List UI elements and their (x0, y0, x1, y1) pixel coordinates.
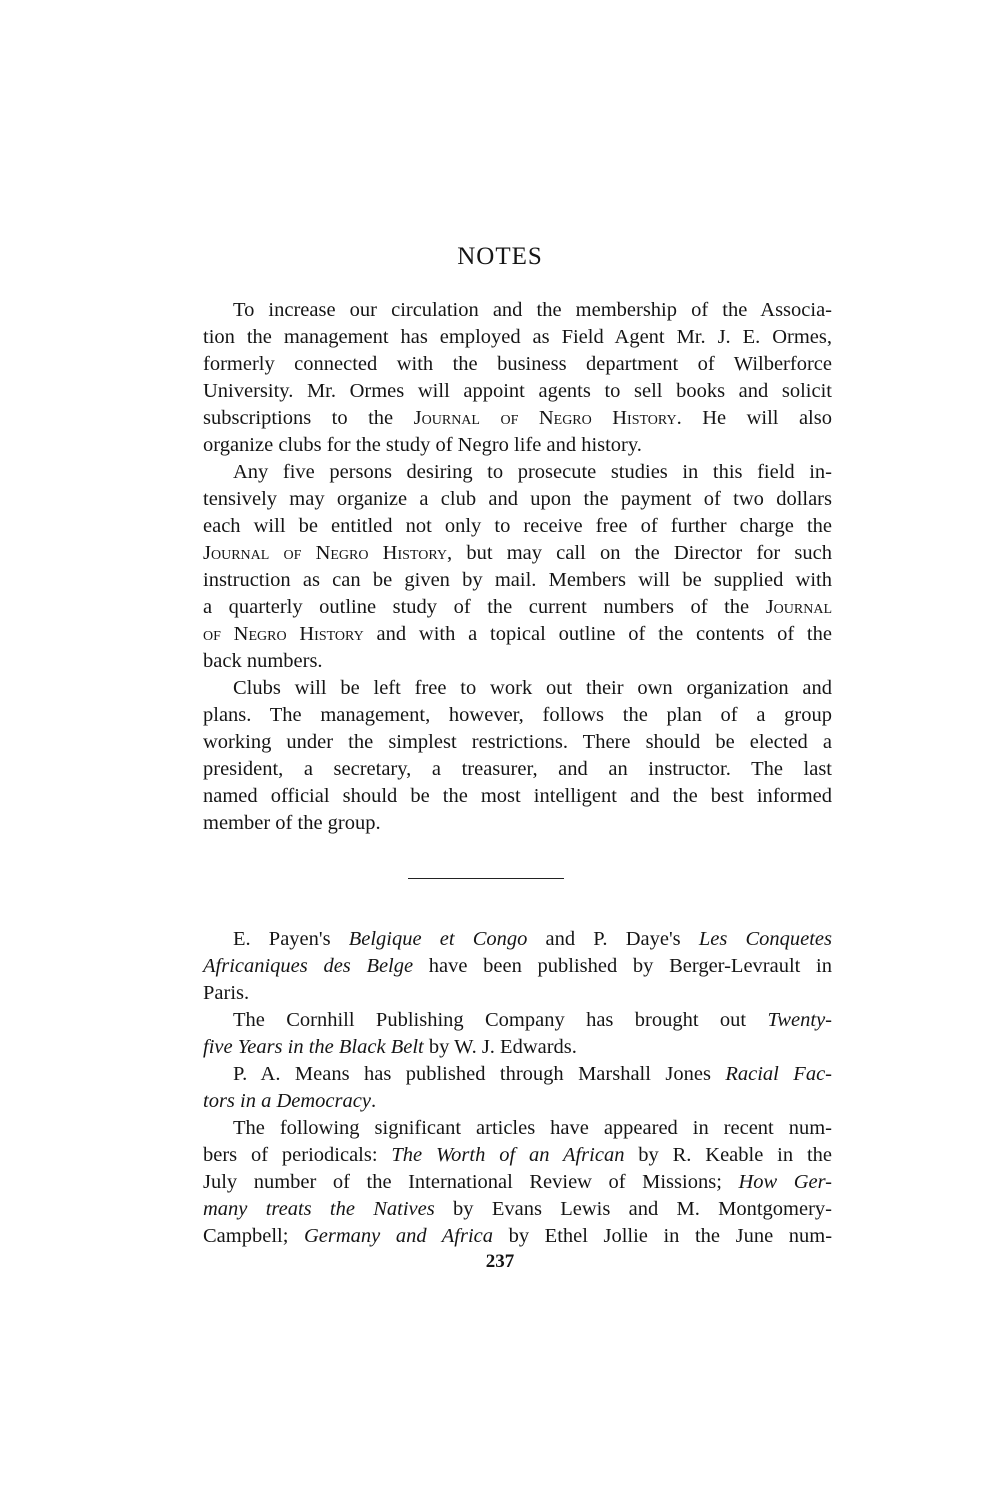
body-text: P. A. Means has published through Marshall Jones (233, 1063, 726, 1085)
text-line (203, 459, 832, 486)
text-line (203, 980, 832, 1007)
page-title: NOTES (457, 243, 543, 270)
text-line (203, 513, 832, 540)
notes-section-association (203, 297, 832, 837)
text-line (203, 297, 832, 324)
small-caps-text: of Negro History (203, 623, 364, 645)
italic-title-text: Belgique et Congo (348, 928, 528, 950)
body-text: formerly connected with the business department of Wilberforce (203, 353, 832, 375)
body-text: each will be entitled not only to receive free of further charge the (203, 515, 832, 537)
text-line (203, 953, 832, 980)
body-text: Any five persons desiring to prosecute studies in this field in- (233, 461, 832, 483)
text-line (203, 567, 832, 594)
italic-title-text: Twenty- (767, 1009, 832, 1031)
body-text: by Ethel Jollie in the June num- (493, 1225, 833, 1247)
text-line (203, 810, 832, 837)
italic-title-text: tors in a Democracy (203, 1090, 371, 1112)
text-line (203, 702, 832, 729)
text-line (203, 783, 832, 810)
body-text: Paris. (203, 982, 250, 1004)
text-line (203, 486, 832, 513)
body-text: July number of the International Review of Missions; (203, 1171, 739, 1193)
body-text: working under the simplest restrictions. There should be elected a (203, 731, 832, 753)
body-text: by W. J. Edwards. (423, 1036, 577, 1058)
body-text: tensively may organize a club and upon the payment of two dollars (203, 488, 832, 510)
section-divider-rule (408, 878, 564, 879)
text-line (203, 1007, 832, 1034)
body-text: plans. The management, however, follows the plan of a group (203, 704, 832, 726)
text-line (203, 324, 832, 351)
body-text: University. Mr. Ormes will appoint agents to sell books and solicit (203, 380, 832, 402)
small-caps-text: Journal of Negro History (413, 407, 677, 429)
text-line (203, 378, 832, 405)
body-text: . (370, 1090, 377, 1112)
text-line (203, 351, 832, 378)
paragraph (203, 1007, 832, 1061)
text-line (203, 540, 832, 567)
text-line (203, 1169, 832, 1196)
body-text: tion the management has employed as Field Agent Mr. J. E. Ormes, (203, 326, 832, 348)
text-line (203, 1115, 832, 1142)
body-text: , but may call on the Director for such (447, 542, 832, 564)
text-line (203, 1196, 832, 1223)
paragraph (203, 1115, 832, 1250)
text-line (203, 405, 832, 432)
text-line (203, 1223, 832, 1250)
text-line (203, 648, 832, 675)
page-number: 237 (485, 1251, 515, 1272)
body-text: member of the group. (203, 812, 381, 834)
text-line (203, 1142, 832, 1169)
paragraph (203, 1061, 832, 1115)
body-text: and with a topical outline of the contents of the (363, 623, 832, 645)
body-text: a quarterly outline study of the current numbers of the (203, 596, 766, 618)
body-text: To increase our circulation and the membership of the Associa- (233, 299, 832, 321)
body-text: by Evans Lewis and M. Montgomery- (434, 1198, 832, 1220)
body-text: bers of periodicals: (203, 1144, 392, 1166)
body-text: organize clubs for the study of Negro life and history. (203, 434, 642, 456)
text-line (203, 621, 832, 648)
body-text: Clubs will be left free to work out their own organization and (233, 677, 832, 699)
text-line (203, 432, 832, 459)
italic-title-text: many treats the Natives (203, 1198, 435, 1220)
italic-title-text: Africaniques des Belge (203, 955, 414, 977)
body-text: and P. Daye's (527, 928, 699, 950)
paragraph (203, 926, 832, 1007)
body-text: The Cornhill Publishing Company has brought out (233, 1009, 768, 1031)
italic-title-text: How Ger- (738, 1171, 833, 1193)
body-text: subscriptions to the (203, 407, 414, 429)
body-text: have been published by Berger-Levrault in (413, 955, 832, 977)
paragraph (203, 459, 832, 675)
body-text: instruction as can be given by mail. Members will be supplied with (203, 569, 832, 591)
body-text: president, a secretary, a treasurer, and an instructor. The last (203, 758, 832, 780)
body-text: Campbell; (203, 1225, 304, 1247)
body-text: The following significant articles have appeared in recent num- (233, 1117, 832, 1139)
text-line (203, 675, 832, 702)
body-text: by R. Keable in the (624, 1144, 832, 1166)
text-line (203, 1061, 832, 1088)
italic-title-text: Racial Fac- (725, 1063, 832, 1085)
body-text: named official should be the most intelligent and the best informed (203, 785, 832, 807)
paragraph (203, 675, 832, 837)
italic-title-text: Les Conquetes (698, 928, 832, 950)
notes-section-publications (203, 926, 832, 1250)
body-text: back numbers. (203, 650, 323, 672)
text-line (203, 1088, 832, 1115)
text-line (203, 729, 832, 756)
italic-title-text: five Years in the Black Belt (203, 1036, 424, 1058)
text-line (203, 926, 832, 953)
paragraph (203, 297, 832, 459)
text-line (203, 1034, 832, 1061)
italic-title-text: The Worth of an African (391, 1144, 625, 1166)
text-line (203, 594, 832, 621)
body-text: . He will also (676, 407, 832, 429)
small-caps-text: Journal (765, 596, 832, 618)
text-line (203, 756, 832, 783)
small-caps-text: Journal of Negro History (203, 542, 448, 564)
italic-title-text: Germany and Africa (303, 1225, 494, 1247)
body-text: E. Payen's (233, 928, 349, 950)
